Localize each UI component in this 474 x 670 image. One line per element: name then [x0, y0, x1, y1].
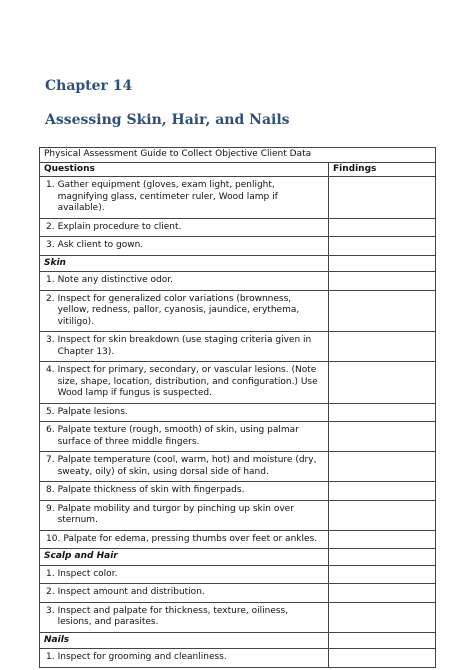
item-number: 9.	[46, 503, 55, 514]
question-text: Inspect color.	[57, 568, 118, 579]
table-row	[40, 272, 436, 291]
item-number: 3.	[46, 605, 55, 616]
findings-cell	[329, 403, 436, 422]
question-cell	[40, 218, 329, 237]
findings-cell	[329, 632, 436, 649]
question-cell	[40, 422, 329, 452]
section-label: Skin	[40, 255, 329, 272]
questions-header: Questions	[40, 162, 329, 177]
question-cell	[40, 500, 329, 530]
table-row	[40, 649, 436, 668]
findings-cell	[329, 255, 436, 272]
table-row	[40, 565, 436, 584]
section-row	[40, 632, 436, 649]
table-row	[40, 362, 436, 404]
item-number: 8.	[46, 485, 55, 495]
item-number: 1.	[46, 180, 55, 190]
table-row	[40, 237, 436, 256]
question-cell	[40, 649, 329, 668]
question-text: Inspect amount and distribution.	[57, 587, 205, 597]
question-text: Palpate temperature (cool, warm, hot) and moisture (dry, sweaty, oily) of skin, using dorsal side of hand.	[57, 455, 317, 477]
table-row	[40, 530, 436, 549]
findings-cell	[329, 584, 436, 603]
assessment-table	[39, 147, 436, 668]
question-text: Inspect for skin breakdown (use staging criteria given in Chapter 13).	[57, 335, 312, 357]
table-row	[40, 500, 436, 530]
findings-cell	[329, 290, 436, 332]
item-number: 2.	[46, 293, 55, 304]
question-text: Palpate lesions.	[57, 406, 128, 417]
question-text: Inspect for generalized color variations (brownness, yellow, redness, pallor, cyanosis, jaundice, erythema, vitiligo).	[57, 293, 300, 327]
chapter-heading: Chapter 14	[45, 78, 133, 94]
section-row	[40, 255, 436, 272]
question-text: Inspect and palpate for thickness, texture, oiliness, lesions, and parasites.	[57, 605, 289, 627]
table-caption-row	[40, 148, 436, 163]
table-row	[40, 452, 436, 482]
item-number: 1.	[46, 568, 55, 579]
question-cell	[40, 530, 329, 549]
question-cell	[40, 290, 329, 332]
findings-cell	[329, 362, 436, 404]
question-text: Inspect for grooming and cleanliness.	[57, 652, 227, 662]
findings-cell	[329, 565, 436, 584]
findings-cell	[329, 549, 436, 566]
item-number: 6.	[46, 425, 55, 435]
question-cell	[40, 332, 329, 362]
table-row	[40, 602, 436, 632]
question-text: Gather equipment (gloves, exam light, penlight, magnifying glass, centimeter ruler, Wood lamp if available).	[57, 180, 278, 213]
item-number: 5.	[46, 406, 55, 417]
question-cell	[40, 403, 329, 422]
question-cell	[40, 482, 329, 501]
table-header-row	[40, 162, 436, 177]
item-number: 3.	[46, 335, 55, 345]
item-number: 1.	[46, 652, 55, 662]
findings-cell	[329, 332, 436, 362]
question-cell	[40, 237, 329, 256]
findings-header: Findings	[329, 162, 436, 177]
table-row	[40, 482, 436, 501]
table-row	[40, 218, 436, 237]
section-row	[40, 549, 436, 566]
item-number: 2.	[46, 587, 55, 597]
table-row	[40, 290, 436, 332]
findings-cell	[329, 482, 436, 501]
item-number: 2.	[46, 221, 55, 232]
page-title: Assessing Skin, Hair, and Nails	[45, 112, 290, 128]
findings-cell	[329, 177, 436, 219]
table-row	[40, 584, 436, 603]
findings-cell	[329, 649, 436, 668]
findings-cell	[329, 218, 436, 237]
table-row	[40, 177, 436, 219]
table-caption: Physical Assessment Guide to Collect Objective Client Data	[40, 148, 436, 163]
question-cell	[40, 584, 329, 603]
question-text: Inspect for primary, secondary, or vascular lesions. (Note size, shape, location, distribution, and configuration.) Use Wood lamp if fungus is suspected.	[57, 365, 318, 398]
section-label: Nails	[40, 632, 329, 649]
section-label: Scalp and Hair	[40, 549, 329, 566]
question-text: Palpate mobility and turgor by pinching up skin over sternum.	[57, 503, 294, 525]
question-text: Palpate for edema, pressing thumbs over feet or ankles.	[63, 533, 318, 544]
question-cell	[40, 272, 329, 291]
table-row	[40, 332, 436, 362]
question-cell	[40, 565, 329, 584]
question-text: Note any distinctive odor.	[57, 275, 173, 285]
item-number: 4.	[46, 365, 55, 375]
question-text: Ask client to gown.	[57, 240, 144, 250]
question-text: Palpate thickness of skin with fingerpads.	[57, 485, 245, 495]
findings-cell	[329, 500, 436, 530]
item-number: 3.	[46, 240, 55, 250]
findings-cell	[329, 422, 436, 452]
findings-cell	[329, 452, 436, 482]
question-text: Palpate texture (rough, smooth) of skin, using palmar surface of three middle fingers.	[57, 425, 299, 447]
item-number: 1.	[46, 275, 55, 285]
findings-cell	[329, 602, 436, 632]
findings-cell	[329, 237, 436, 256]
item-number: 7.	[46, 455, 55, 465]
question-cell	[40, 602, 329, 632]
findings-cell	[329, 272, 436, 291]
question-cell	[40, 177, 329, 219]
question-cell	[40, 362, 329, 404]
table-row	[40, 422, 436, 452]
question-cell	[40, 452, 329, 482]
item-number: 10.	[46, 533, 61, 544]
question-text: Explain procedure to client.	[57, 221, 182, 232]
table-row	[40, 403, 436, 422]
findings-cell	[329, 530, 436, 549]
